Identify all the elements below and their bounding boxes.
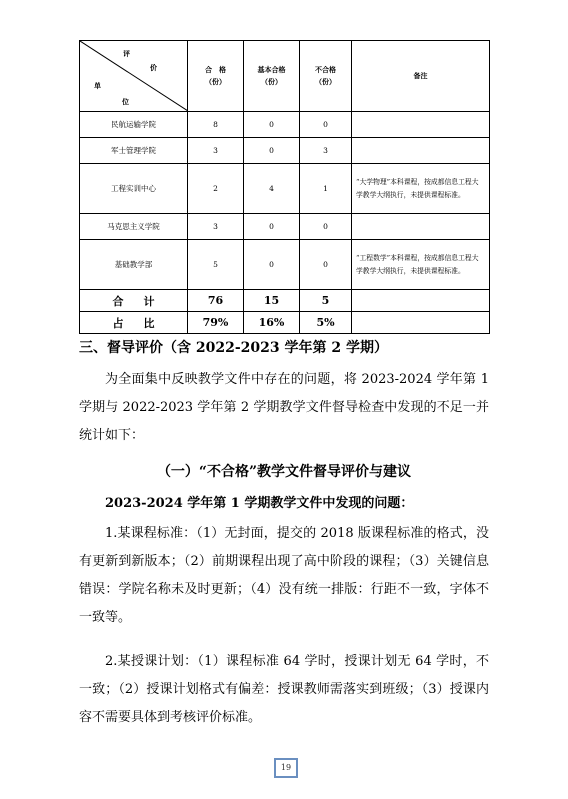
note xyxy=(352,214,490,240)
subsection-subheading: 2023-2024 学年第 1 学期教学文件中发现的问题： xyxy=(105,496,414,511)
basic-count: 0 xyxy=(244,138,300,164)
table-row xyxy=(80,164,490,214)
intro-paragraph: 为全面集中反映教学文件中存在的问题，将 2023-2024 学年第 1 学期与 2022-2023 学年第 2 学期教学文件督导检查中发现的不足一并统计如下： xyxy=(79,372,489,443)
table-header-row xyxy=(80,41,490,112)
fail-count: 0 xyxy=(300,240,352,290)
ratio-label: 占比 xyxy=(80,312,188,334)
pass-count: 3 xyxy=(188,138,244,164)
total-note xyxy=(352,290,490,312)
ratio-note xyxy=(352,312,490,334)
unit-name: 基础教学部 xyxy=(80,240,188,290)
pass-count: 3 xyxy=(188,214,244,240)
diag-label-top1: 评 xyxy=(123,49,130,58)
fail-count: 3 xyxy=(300,138,352,164)
basic-count: 0 xyxy=(244,112,300,138)
table-row xyxy=(80,112,490,138)
pass-count: 2 xyxy=(188,164,244,214)
basic-count: 4 xyxy=(244,164,300,214)
ratio-row xyxy=(80,312,490,334)
header-basic-pass: 基本合格 （份） xyxy=(244,41,300,112)
unit-name: 马克思主义学院 xyxy=(80,214,188,240)
diag-label-bottom2: 位 xyxy=(122,97,129,106)
fail-count: 1 xyxy=(300,164,352,214)
evaluation-table xyxy=(79,40,490,334)
fail-count: 0 xyxy=(300,214,352,240)
ratio-fail: 5% xyxy=(300,312,352,334)
table-row xyxy=(80,214,490,240)
note xyxy=(352,138,490,164)
unit-name: 民航运输学院 xyxy=(80,112,188,138)
total-label: 合计 xyxy=(80,290,188,312)
header-fail: 不合格 （份） xyxy=(300,41,352,112)
table-row xyxy=(80,240,490,290)
total-fail: 5 xyxy=(300,290,352,312)
header-note: 备注 xyxy=(352,41,490,112)
pass-count: 8 xyxy=(188,112,244,138)
issue-item-1: 1.某课程标准：（1）无封面，提交的 2018 版课程标准的格式，没有更新到新版本；（2）前期课程出现了高中阶段的课程；（3）关键信息错误：学院名称未及时更新；（4）没有统一排版：行距不一致，字体不一致等。 xyxy=(79,526,489,625)
diag-label-bottom1: 单 xyxy=(94,81,101,90)
note: “工程数学”本科课程，按成都信息工程大学教学大纲执行，未提供课程标准。 xyxy=(352,240,490,290)
section-heading: 三、督导评价（含 2022-2023 学年第 2 学期） xyxy=(79,340,388,356)
total-basic: 15 xyxy=(244,290,300,312)
basic-count: 0 xyxy=(244,240,300,290)
issue-item-2: 2.某授课计划：（1）课程标准 64 学时，授课计划无 64 学时，不一致；（2）授课计划格式有偏差：授课教师需落实到班级；（3）授课内容不需要具体到考核评价标准。 xyxy=(79,654,489,725)
total-pass: 76 xyxy=(188,290,244,312)
ratio-basic: 16% xyxy=(244,312,300,334)
basic-count: 0 xyxy=(244,214,300,240)
note xyxy=(352,112,490,138)
diagonal-line xyxy=(80,41,188,111)
diagonal-header-cell xyxy=(80,41,188,112)
unit-name: 军士管理学院 xyxy=(80,138,188,164)
page-number: 19 xyxy=(274,758,298,778)
note: “大学物理”本科课程，按成都信息工程大学教学大纲执行，未提供课程标准。 xyxy=(352,164,490,214)
pass-count: 5 xyxy=(188,240,244,290)
ratio-pass: 79% xyxy=(188,312,244,334)
total-row xyxy=(80,290,490,312)
unit-name: 工程实训中心 xyxy=(80,164,188,214)
fail-count: 0 xyxy=(300,112,352,138)
header-pass: 合 格 （份） xyxy=(188,41,244,112)
subsection-heading: （一）“不合格”教学文件督导评价与建议 xyxy=(156,464,412,480)
diag-label-top2: 价 xyxy=(150,63,157,72)
table-row xyxy=(80,138,490,164)
